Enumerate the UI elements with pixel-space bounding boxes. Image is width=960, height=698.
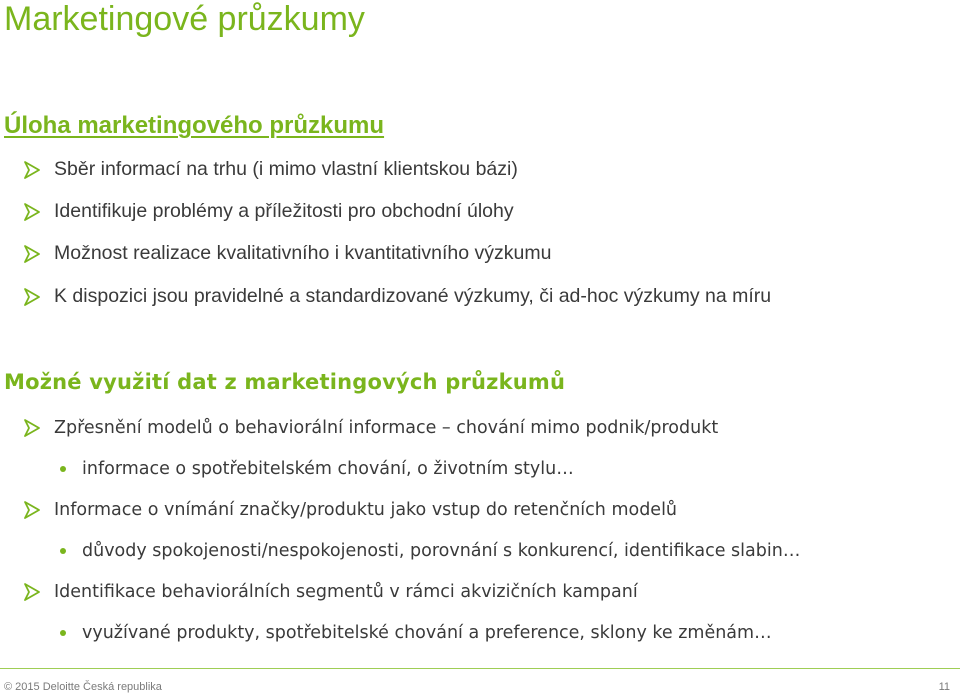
arrow-bullet-icon [22,418,42,438]
list-item-text: Zpřesnění modelů o behaviorální informace – chování mimo podnik/produkt [54,418,719,438]
list-item [22,200,514,223]
list-item-text: Identifikuje problémy a příležitosti pro obchodní úlohy [54,200,514,222]
list-item [22,418,718,438]
dot-bullet-icon [60,630,66,636]
list-item-text: Možnost realizace kvalitativního i kvantitativního výzkumu [54,242,552,264]
list-item [22,242,551,265]
sub-list-item-text: důvody spokojenosti/nespokojenosti, porovnání s konkurencí, identifikace slabin… [82,541,801,561]
arrow-bullet-icon [22,160,42,180]
arrow-bullet-icon [22,202,42,222]
page-title: Marketingové průzkumy [4,0,365,38]
sub-list-item [60,459,574,479]
arrow-bullet-icon [22,244,42,264]
dot-bullet-icon [60,548,66,554]
list-item [22,158,518,181]
arrow-bullet-icon [22,500,42,520]
sub-list-item-text: informace o spotřebitelském chování, o životním stylu… [82,459,574,479]
sub-list-item [60,623,772,643]
list-item-text: Sběr informací na trhu (i mimo vlastní klientskou bázi) [54,158,518,180]
arrow-bullet-icon [22,287,42,307]
arrow-bullet-icon [22,582,42,602]
footer-copyright: © 2015 Deloitte Česká republika [4,681,162,693]
sub-list-item [60,541,800,561]
list-item-text: Informace o vnímání značky/produktu jako vstup do retenčních modelů [54,500,678,520]
list-item-text: K dispozici jsou pravidelné a standardizované výzkumy, či ad-hoc výzkumy na míru [54,285,772,307]
footer-divider [0,668,960,669]
section-heading-role: Úloha marketingového průzkumu [4,112,385,139]
section-heading-usage: Možné využití dat z marketingových průzkumů [4,370,566,394]
list-item-text: Identifikace behaviorálních segmentů v rámci akvizičních kampaní [54,582,638,602]
list-item [22,500,677,520]
dot-bullet-icon [60,466,66,472]
sub-list-item-text: využívané produkty, spotřebitelské chování a preference, sklony ke změnám… [82,623,772,643]
page-number: 11 [938,681,950,693]
list-item [22,285,771,308]
list-item [22,582,638,602]
